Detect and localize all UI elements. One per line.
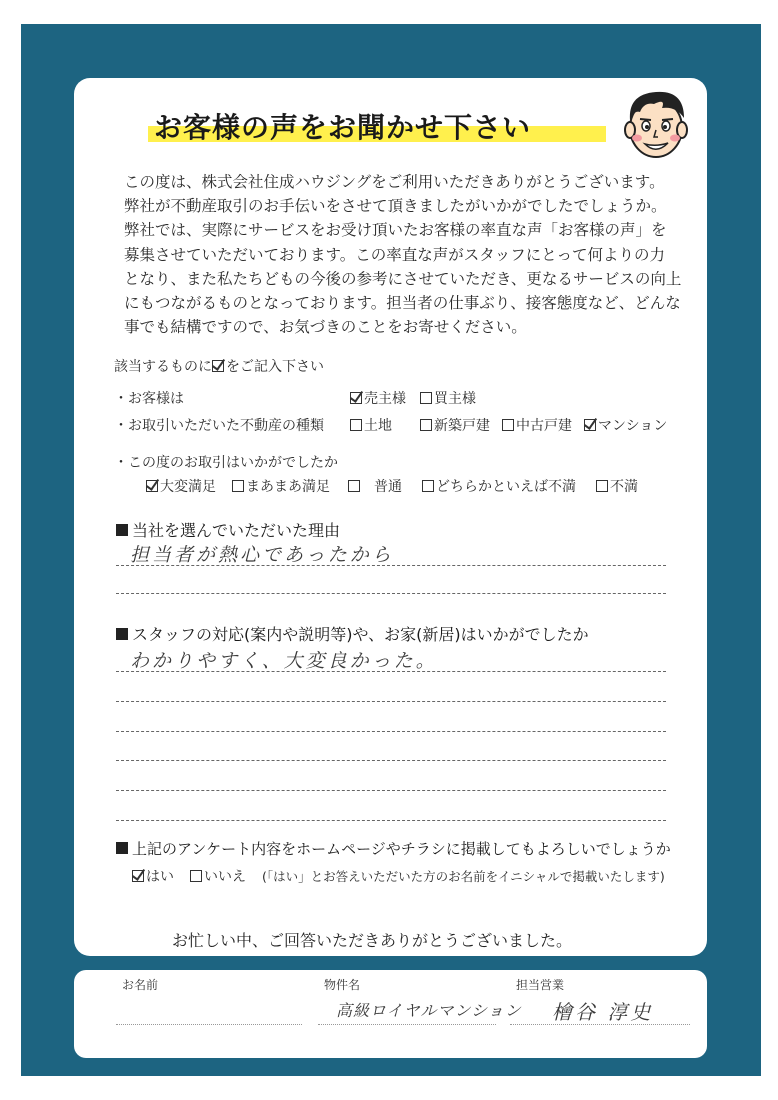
checkbox-used-house[interactable] (502, 419, 514, 431)
checkbox-very-satisfied[interactable] (146, 480, 158, 492)
option-mansion[interactable]: マンション (584, 415, 667, 435)
checkbox-new-house[interactable] (420, 419, 432, 431)
option-land[interactable]: 土地 (350, 415, 392, 435)
staff-label: 担当営業 (516, 978, 565, 992)
intro-line: この度は、株式会社住成ハウジングをご利用いただきありがとうございます。 (124, 173, 665, 191)
checkbox-publish-no[interactable] (190, 870, 202, 882)
answer-line (116, 565, 666, 566)
answer-line (116, 731, 666, 732)
option-used-house[interactable]: 中古戸建 (502, 415, 572, 435)
square-bullet-icon (116, 842, 128, 854)
option-fairly-satisfied[interactable]: まあまあ満足 (232, 476, 330, 496)
name-line (116, 1024, 302, 1025)
name-label: お名前 (122, 978, 159, 992)
checkbox-buyer[interactable] (420, 392, 432, 404)
thanks-message: お忙しい中、ご回答いただきありがとうございました。 (172, 931, 573, 950)
instruction: 該当するものに をご記入下さい (114, 359, 324, 375)
option-normal[interactable]: 普通 (348, 476, 402, 496)
intro-line: となり、また私たちどもの今後の参考にさせていただき、更なるサービスの向上 (124, 269, 682, 288)
answer-line (116, 671, 666, 672)
checkbox-seller[interactable] (350, 392, 362, 404)
question-satisfaction-label: ・この度のお取引はいかがでしたか (114, 455, 338, 471)
title-block (148, 104, 608, 148)
section-publish-title: 上記のアンケート内容をホームページやチラシに掲載してもよろしいでしょうか (116, 838, 671, 859)
square-bullet-icon (116, 628, 128, 640)
intro-line: 弊社では、実際にサービスをお受け頂いたお客様の率直な声「お客様の声」を (124, 221, 667, 240)
intro-line: にもつながるものとなっております。担当者の仕事ぶり、接客態度など、どんな (124, 294, 681, 313)
intro-line: 募集させていただいております。この率直な声がスタッフにとって何よりの力 (124, 245, 665, 264)
staff-line (510, 1024, 690, 1025)
checkbox-land[interactable] (350, 419, 362, 431)
question-property-label: ・お取引いただいた不動産の種類 (114, 418, 324, 434)
section-reason-title: 当社を選んでいただいた理由 (116, 518, 340, 541)
option-publish-yes[interactable]: はい (132, 866, 174, 886)
checkbox-mansion[interactable] (584, 419, 596, 431)
option-very-satisfied[interactable]: 大変満足 (146, 476, 216, 496)
checkbox-somewhat-dissatisfied[interactable] (422, 480, 434, 492)
checkbox-fairly-satisfied[interactable] (232, 480, 244, 492)
square-bullet-icon (116, 524, 128, 536)
answer-line (116, 701, 666, 702)
page-title: お客様の声をお聞かせ下さい (154, 111, 532, 144)
cartoon-face-icon (618, 84, 694, 162)
option-somewhat-dissatisfied[interactable]: どちらかといえば不満 (422, 476, 576, 496)
section-staff-title: スタッフの対応(案内や説明等)や、お家(新居)はいかがでしたか (116, 622, 589, 645)
checkbox-normal[interactable] (348, 480, 360, 492)
intro-line: 事でも結構ですので、お気づきのことをお寄せください。 (124, 318, 527, 337)
staff-value: 檜谷 淳史 (552, 1000, 654, 1024)
answer-line (116, 593, 666, 594)
option-seller[interactable]: 売主様 (350, 388, 406, 408)
option-publish-no[interactable]: いいえ (190, 866, 246, 886)
option-dissatisfied[interactable]: 不満 (596, 476, 638, 496)
answer-line (116, 760, 666, 761)
intro-text (124, 170, 684, 339)
property-line (318, 1024, 496, 1025)
checkbox-publish-yes[interactable] (132, 870, 144, 882)
question-customer-label: ・お客様は (114, 391, 184, 407)
answer-line (116, 790, 666, 791)
publish-note: (「はい」とお答えいただいた方のお名前をイニシャルで掲載いたします) (262, 869, 665, 884)
property-label: 物件名 (324, 978, 361, 992)
property-value: 高級ロイヤルマンション (336, 1001, 522, 1020)
checkbox-dissatisfied[interactable] (596, 480, 608, 492)
option-buyer[interactable]: 買主様 (420, 388, 476, 408)
answer-line (116, 820, 666, 821)
intro-line: 弊社が不動産取引のお手伝いをさせて頂きましたがいかがでしたでしょうか。 (124, 197, 667, 216)
staff-answer: わかりやすく、大変良かった。 (130, 650, 438, 672)
reason-answer: 担当者が熱心であったから (130, 544, 394, 566)
checkbox-sample-icon (212, 360, 224, 372)
option-new-house[interactable]: 新築戸建 (420, 415, 490, 435)
